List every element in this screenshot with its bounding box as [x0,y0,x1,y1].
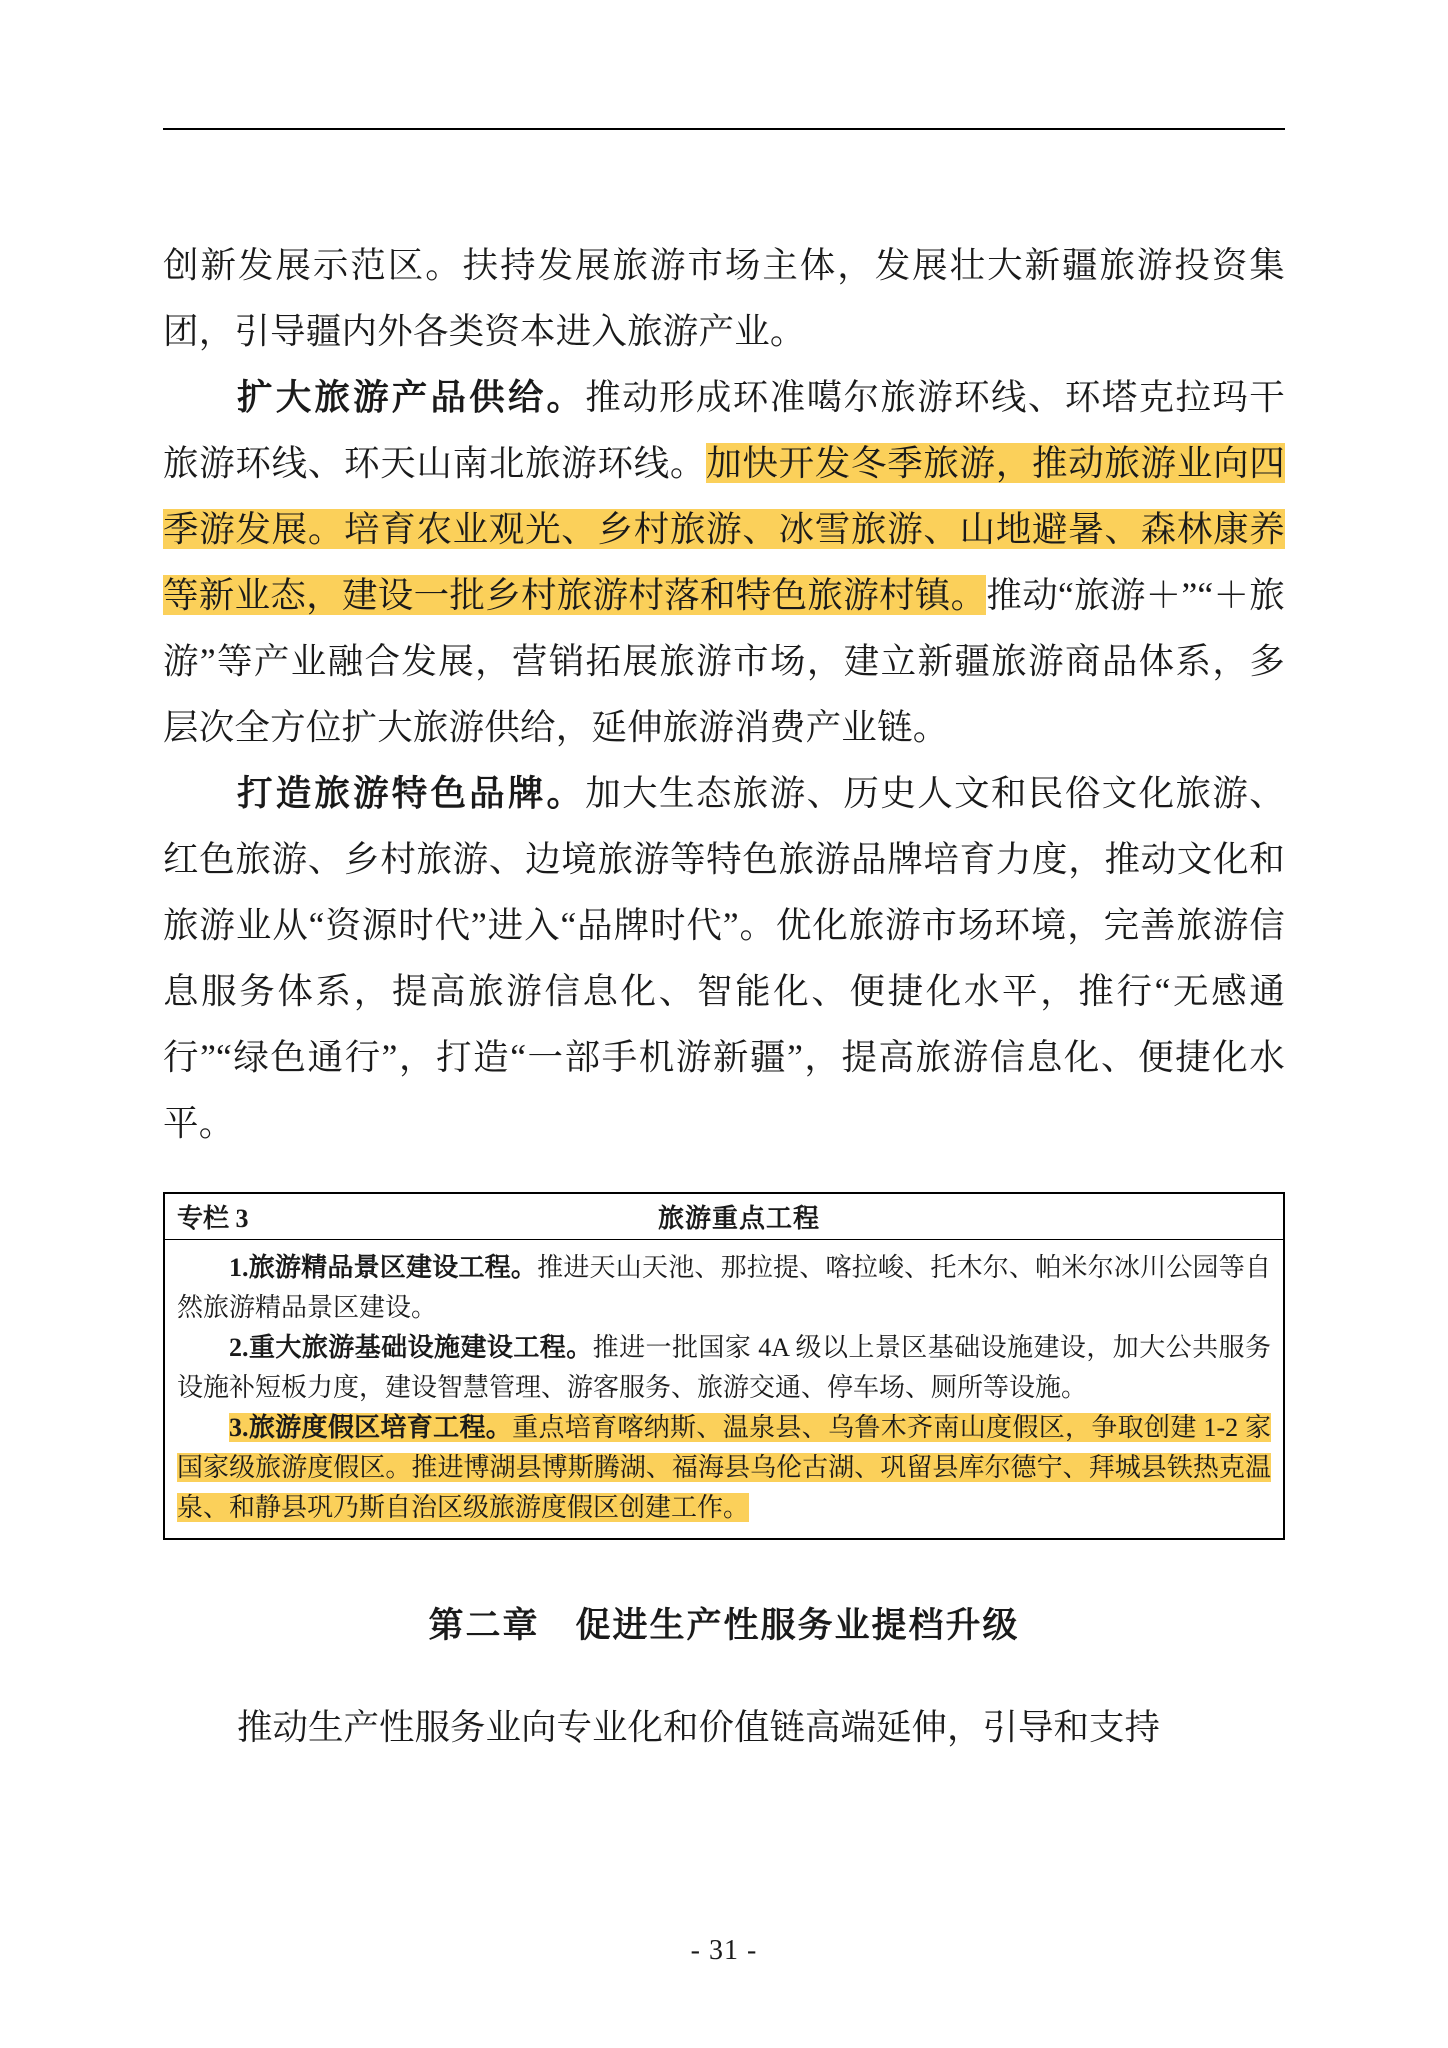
document-body [163,232,1285,1156]
feature-box-header [165,1194,1283,1240]
chapter-heading [163,1598,1285,1648]
paragraph-2-text-a: 推动形成环准噶尔旅游环线、环塔克拉玛干旅游环线、环天山南北旅游环线。 [163,377,1285,483]
paragraph-2-highlight: 加快开发冬季旅游，推动旅游业向四季游发展。培育农业观光、乡村旅游、冰雪旅游、山地避暑、森林康养等新业态，建设一批乡村旅游村落和特色旅游村镇。 [163,443,1285,615]
feature-box-item-2 [177,1328,1271,1408]
paragraph-3-lead: 打造旅游特色品牌。 [237,773,586,813]
paragraph-3 [163,760,1285,1156]
chapter-number: 第二章 [428,1606,540,1645]
feature-box-body [165,1240,1283,1538]
paragraph-1-text: 创新发展示范区。扶持发展旅游市场主体，发展壮大新疆旅游投资集团，引导疆内外各类资本进入旅游产业。 [163,245,1285,351]
chapter-title: 促进生产性服务业提档升级 [575,1606,1020,1645]
feature-box-item-2-title: 2.重大旅游基础设施建设工程。 [229,1333,593,1362]
paragraph-3-text: 加大生态旅游、历史人文和民俗文化旅游、红色旅游、乡村旅游、边境旅游等特色旅游品牌培育力度，推动文化和旅游业从“资源时代”进入“品牌时代”。优化旅游市场环境，完善旅游信息服务体系，提高旅游信息化、智能化、便捷化水平，推行“无感通行”“绿色通行”，打造“一部手机游新疆”，提高旅游信息化、便捷化水平。 [163,773,1285,1143]
feature-box-item-1-body: 推进天山天池、那拉提、喀拉峻、托木尔、帕米尔冰川公园等自然旅游精品景区建设。 [177,1253,1271,1322]
feature-box-item-3-title: 3.旅游度假区培育工程。 [229,1413,513,1442]
paragraph-after-chapter: 推动生产性服务业向专业化和价值链高端延伸，引导和支持 [237,1707,1161,1747]
feature-box-item-3 [177,1408,1271,1528]
header-rule [163,128,1285,130]
feature-box-label: 专栏 3 [177,1204,249,1233]
feature-box-item-1-title: 1.旅游精品景区建设工程。 [229,1253,538,1282]
feature-box-item-2-body: 推进一批国家 4A 级以上景区基础设施建设，加大公共服务设施补短板力度，建设智慧管理、游客服务、旅游交通、停车场、厕所等设施。 [177,1333,1271,1402]
paragraph-2 [163,364,1285,760]
paragraph-2-lead: 扩大旅游产品供给。 [237,377,586,417]
page-number: - 31 - [690,1935,758,1966]
feature-box-item-3-body: 重点培育喀纳斯、温泉县、乌鲁木齐南山度假区，争取创建 1-2 家国家级旅游度假区。推进博湖县博斯腾湖、福海县乌伦古湖、巩留县库尔德宁、拜城县铁热克温泉、和静县巩乃斯自治区级旅游度假区创建工作。 [177,1413,1271,1522]
paragraph-2-text-b: 推动“旅游＋”“＋旅游”等产业融合发展，营销拓展旅游市场，建立新疆旅游商品体系，多层次全方位扩大旅游供给，延伸旅游消费产业链。 [163,575,1285,747]
feature-box-title: 旅游重点工程 [657,1204,820,1233]
feature-box-item-1 [177,1248,1271,1328]
feature-box-3 [163,1192,1285,1540]
paragraph-1 [163,232,1285,364]
